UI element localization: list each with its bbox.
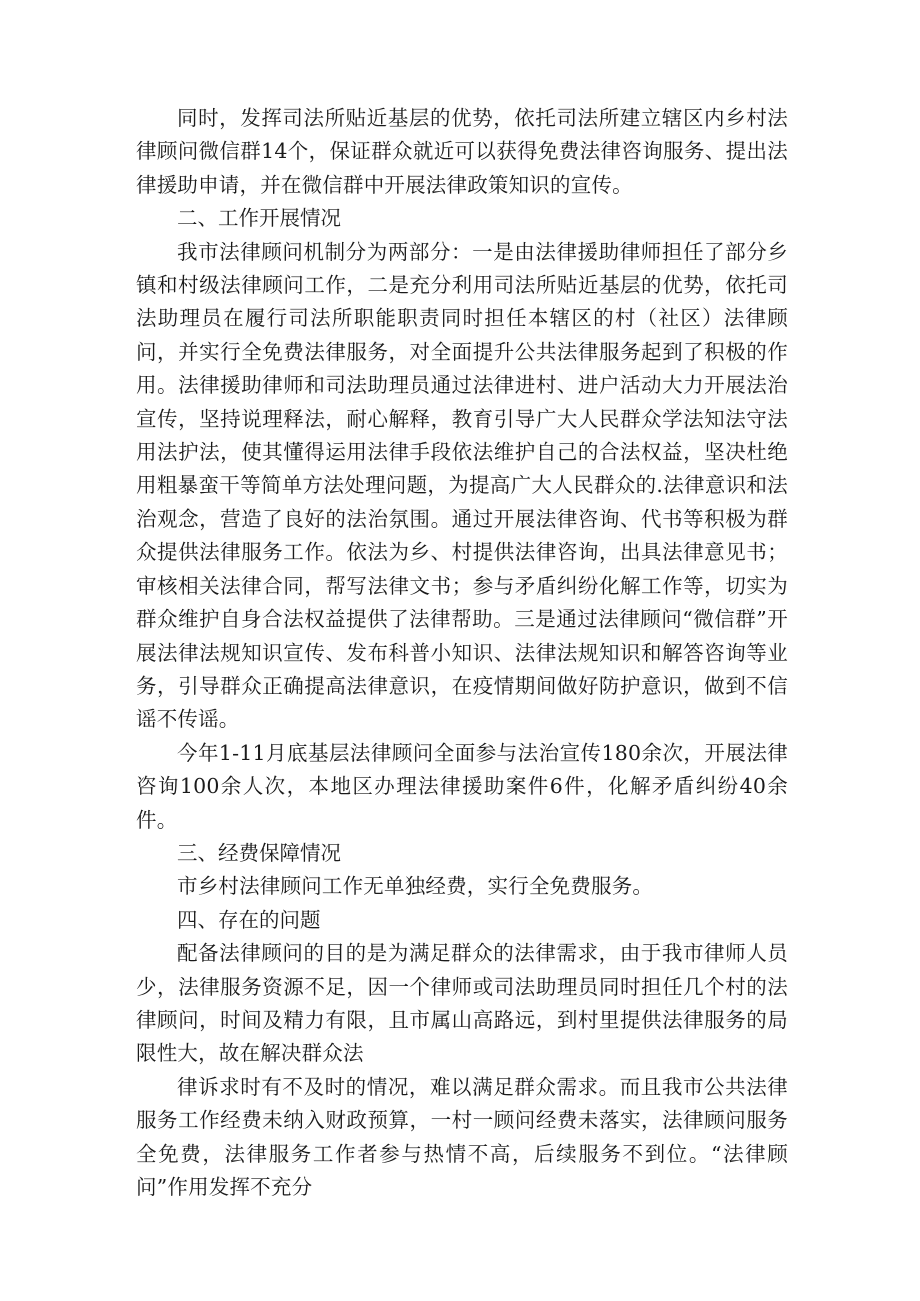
heading-work-progress: 二、工作开展情况 — [177, 206, 341, 231]
paragraph-problems: 配备法律顾问的目的是为满足群众的法律需求，由于我市律师人员少，法律服务资源不足，因一个律师或司法助理员同时担任几个村的法律顾问，时间及精力有限，且市属山高路远，到村里提供法律服务的局限性大，故在解决群众法 — [136, 941, 788, 1066]
paragraph-mechanism: 我市法律顾问机制分为两部分：一是由法律援助律师担任了部分乡镇和村级法律顾问工作，二是充分利用司法所贴近基层的优势，依托司法助理员在履行司法所职能职责同时担任本辖区的村（社区）法律顾问，并实行全免费法律服务，对全面提升公共法律服务起到了积极的作用。法律援助律师和司法助理员通过法律进村、进户活动大力开展法治宣传，坚持说理释法，耐心解释，教育引导广大人民群众学法知法守法用法护法，使其懂得运用法律手段依法维护自己的合法权益，坚决杜绝用粗暴蛮干等简单方法处理问题，为提高广大人民群众的.法律意识和法治观念，营造了良好的法治氛围。通过开展法律咨询、代书等积极为群众提供法律服务工作。依法为乡、村提供法律咨询，出具法律意见书；审核相关法律合同，帮写法律文书；参与矛盾纠纷化解工作等，切实为群众维护自身合法权益提供了法律帮助。三是通过法律顾问“微信群”开展法律法规知识宣传、发布科普小知识、法律法规知识和解答咨询等业务，引导群众正确提高法律意识，在疫情期间做好防护意识，做到不信谣不传谣。 — [136, 239, 788, 732]
heading-problems: 四、存在的问题 — [177, 907, 321, 932]
paragraph-wechat-groups: 同时，发挥司法所贴近基层的优势，依托司法所建立辖区内乡村法律顾问微信群14个，保证群众就近可以获得免费法律咨询服务、提出法律援助申请，并在微信群中开展法律政策知识的宣传。 — [136, 106, 788, 197]
paragraph-problems-continued: 律诉求时有不及时的情况，难以满足群众需求。而且我市公共法律服务工作经费未纳入财政预算，一村一顾问经费未落实，法律顾问服务全免费，法律服务工作者参与热情不高，后续服务不到位。“法律顾问”作用发挥不充分 — [136, 1074, 788, 1199]
document-body — [136, 102, 788, 1204]
paragraph-funding: 市乡村法律顾问工作无单独经费，实行全免费服务。 — [177, 874, 654, 899]
paragraph-statistics: 今年1-11月底基层法律顾问全面参与法治宣传180余次，开展法律咨询100余人次，本地区办理法律援助案件6件，化解矛盾纠纷40余件。 — [136, 740, 788, 832]
heading-funding: 三、经费保障情况 — [177, 840, 341, 865]
